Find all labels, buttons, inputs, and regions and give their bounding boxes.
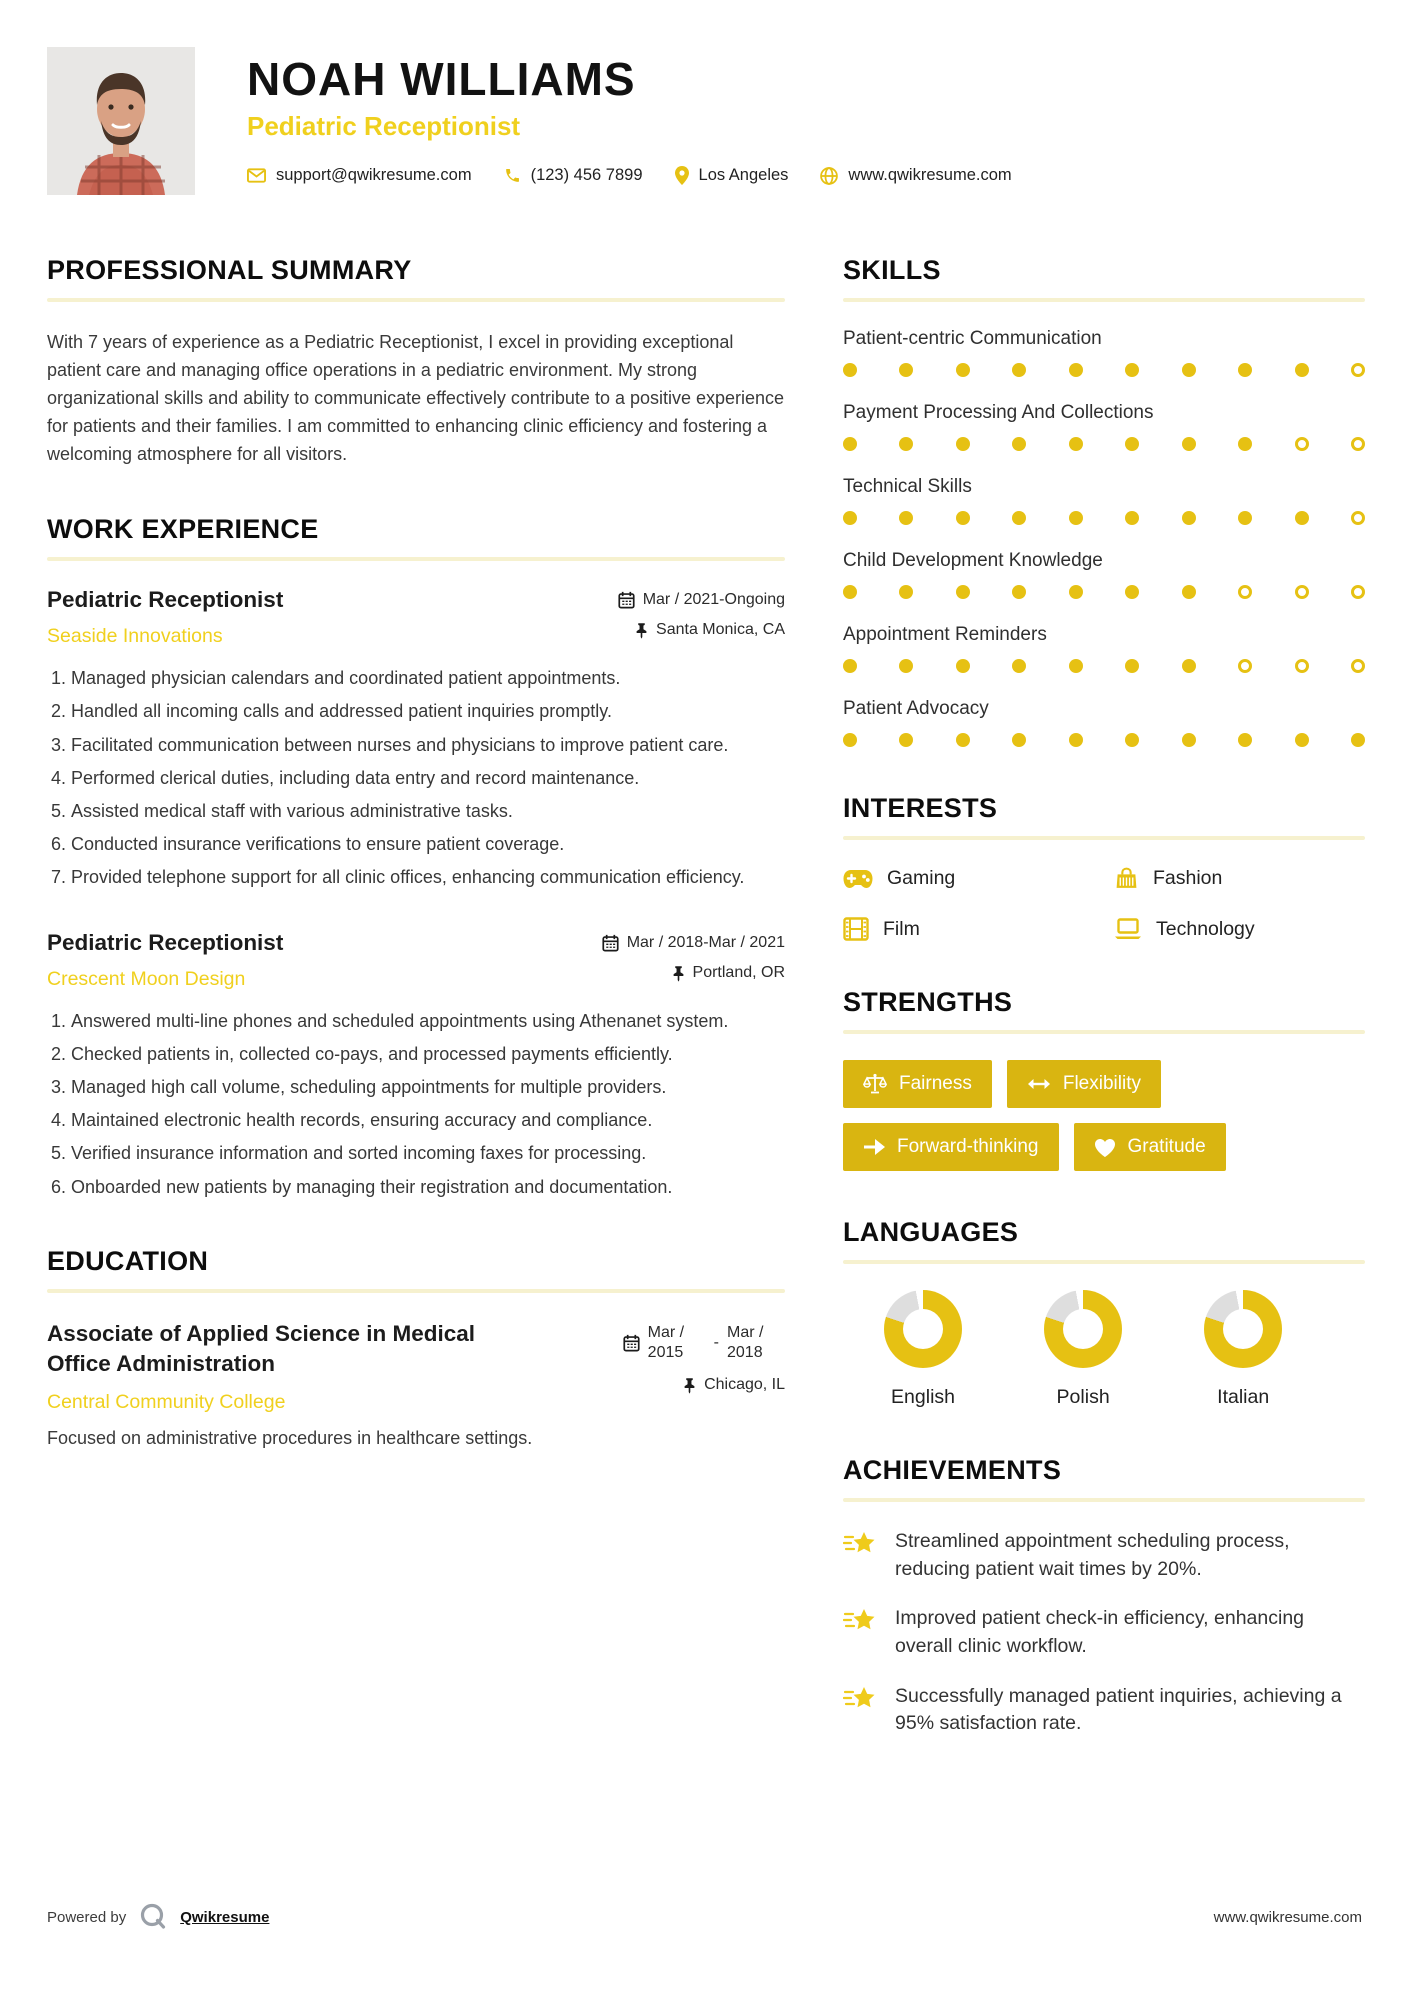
location-pin-icon [675,166,689,185]
email-text: support@qwikresume.com [276,166,472,185]
skill-dot [843,437,857,451]
section-interests [843,793,1365,941]
job-entry [47,587,785,890]
education-dates [623,1323,785,1365]
skill-item [843,328,1365,377]
skill-dot [843,511,857,525]
left-right-arrow-icon [1027,1077,1051,1091]
section-divider [47,557,785,561]
website-link[interactable] [820,166,1011,185]
skill-dot [899,733,913,747]
calendar-icon [623,1334,640,1352]
strength-label: Fairness [899,1073,972,1094]
job-header [47,930,785,994]
skill-dot [1069,585,1083,599]
interest-item [1114,866,1365,891]
skill-dot [956,733,970,747]
language-donut-chart [1204,1290,1282,1368]
pushpin-icon [635,622,648,639]
phone-icon [504,167,521,184]
skill-dot [1069,659,1083,673]
skill-dot [1069,733,1083,747]
skill-dot [1182,733,1196,747]
job-bullet: 1. Answered multi-line phones and scheduled appointments using Athenanet system. [71,1008,785,1034]
job-dates-text: Mar / 2018-Mar / 2021 [626,934,785,952]
education-date-end: Mar / 2018 [727,1323,764,1362]
skill-dot [1295,511,1309,525]
job-bullet: 1. Managed physician calendars and coordinated patient appointments. [71,665,785,691]
skill-dot [1295,585,1309,599]
skill-item [843,624,1365,673]
skill-name: Patient-centric Communication [843,328,1102,349]
skill-item [843,550,1365,599]
section-divider [47,298,785,302]
skill-dot [1238,437,1252,451]
skill-dot [1238,511,1252,525]
education-meta [623,1319,785,1407]
skill-dot [1125,659,1139,673]
skill-name: Patient Advocacy [843,698,989,719]
website-text: www.qwikresume.com [848,166,1012,185]
gamepad-icon [843,869,873,889]
section-divider [843,298,1365,302]
strength-badges [843,1060,1365,1171]
job-bullet: 4. Maintained electronic health records, ensuring accuracy and compliance. [71,1107,785,1133]
job-title-block [47,930,283,991]
calendar-icon [618,591,635,609]
skill-name: Payment Processing And Collections [843,402,1154,423]
identity-block [247,47,1012,195]
job-bullets [71,1008,785,1200]
section-professional-summary [47,255,785,468]
profile-photo-illustration [47,47,195,195]
strengths-heading: STRENGTHS [843,987,1013,1017]
school-name: Central Community College [47,1391,286,1414]
skill-name: Appointment Reminders [843,624,1047,645]
interest-label: Gaming [887,867,956,889]
handbag-icon [1114,866,1139,891]
skill-dot [1238,585,1252,599]
skill-item [843,698,1365,747]
language-label: English [891,1386,956,1408]
scales-icon [863,1073,887,1095]
skill-dot [1182,437,1196,451]
phone-item [504,166,643,185]
job-company: Seaside Innovations [47,625,223,648]
skill-dot [1351,733,1365,747]
skill-dot [1069,363,1083,377]
main-content [47,255,1365,1784]
skill-dot [956,437,970,451]
qwikresume-logo [138,1902,168,1932]
skill-dot [1238,363,1252,377]
footer-website-link[interactable]: www.qwikresume.com [1213,1908,1362,1926]
job-bullet: 3. Facilitated communication between nurses and physicians to improve patient care. [71,732,785,758]
shooting-star-icon [843,1607,879,1639]
pushpin-icon [672,965,685,982]
strength-badge [843,1060,992,1108]
section-strengths [843,987,1365,1171]
skill-dot [1012,585,1026,599]
strength-badge [843,1123,1059,1171]
right-column [843,255,1365,1784]
interest-item [843,917,1094,941]
skill-dot [1069,511,1083,525]
achievement-text: Improved patient check-in efficiency, enhancing overall clinic workflow. [895,1607,1305,1658]
skill-name: Child Development Knowledge [843,550,1103,571]
skill-rating [843,363,1365,377]
skill-dot [1012,363,1026,377]
skill-rating [843,437,1365,451]
skill-dot [899,659,913,673]
section-education [47,1246,785,1450]
strength-badge [1074,1123,1226,1171]
education-description: Focused on administrative procedures in healthcare settings. [47,1428,533,1449]
language-item [1163,1290,1323,1409]
skill-dot [1012,659,1026,673]
job-bullet: 6. Conducted insurance verifications to ensure patient coverage. [71,831,785,857]
language-item [1003,1290,1163,1409]
education-title-block [47,1319,477,1415]
skill-dot [843,585,857,599]
summary-heading: PROFESSIONAL SUMMARY [47,255,412,285]
job-title-block [47,587,283,648]
skill-dot [956,511,970,525]
shooting-star-icon [843,1530,879,1562]
skill-dot [1182,511,1196,525]
job-bullet: 3. Managed high call volume, scheduling appointments for multiple providers. [71,1074,785,1100]
skill-dot [899,437,913,451]
skill-dot [1012,511,1026,525]
skill-dot [1182,363,1196,377]
skill-rating [843,511,1365,525]
skill-dot [1012,733,1026,747]
skill-dot [1069,437,1083,451]
language-item [843,1290,1003,1409]
experience-heading: WORK EXPERIENCE [47,514,319,545]
strength-badge [1007,1060,1161,1108]
achievement-item [843,1605,1365,1660]
job-company: Crescent Moon Design [47,968,246,991]
skill-dot [1012,437,1026,451]
job-location [602,964,785,982]
job-location [618,621,785,639]
location-text: Los Angeles [698,166,789,185]
job-bullet: 6. Onboarded new patients by managing their registration and documentation. [71,1174,785,1200]
job-bullets [71,665,785,890]
skill-dot [899,511,913,525]
achievements-heading: ACHIEVEMENTS [843,1455,1062,1485]
skill-dot [1295,733,1309,747]
job-dates-text: Mar / 2021-Ongoing [642,591,785,609]
skill-dot [899,363,913,377]
interest-item [843,866,1094,891]
interest-label: Technology [1156,917,1255,940]
film-icon [843,917,869,941]
skill-dot [956,363,970,377]
powered-by-text: Powered by [47,1908,127,1926]
job-header [47,587,785,651]
skill-dot [1351,659,1365,673]
skill-dot [1351,585,1365,599]
job-bullet: 7. Provided telephone support for all clinic offices, enhancing communication efficiency. [71,864,785,890]
skill-dot [1351,363,1365,377]
footer-brand-group [47,1902,269,1932]
achievement-text: Streamlined appointment scheduling process, reducing patient wait times by 20%. [895,1530,1290,1580]
job-location-text: Santa Monica, CA [656,621,785,639]
achievement-item [843,1683,1365,1738]
interests-grid [843,866,1365,941]
job-location-text: Portland, OR [692,964,785,982]
skill-dot [956,585,970,599]
job-bullet: 5. Assisted medical staff with various administrative tasks. [71,798,785,824]
job-dates [602,934,785,952]
job-title: Pediatric Receptionist [47,587,284,613]
education-location-text: Chicago, IL [704,1376,785,1394]
job-bullet: 2. Checked patients in, collected co-pays, and processed payments efficiently. [71,1041,785,1067]
language-label: Polish [1056,1386,1110,1408]
email-link[interactable] [247,166,472,185]
summary-text: With 7 years of experience as a Pediatric Receptionist, I excel in providing exceptional patient care and managing office operations in a pediatric environment. My strong organizational skills and ability to communicate effectively contribute to a positive experience for patients and their families. I am committed to enhancing clinic efficiency and fostering a welcoming atmosphere for all visitors. [47,332,785,465]
skill-dot [1125,733,1139,747]
calendar-icon [602,934,619,952]
achievement-item [843,1528,1365,1583]
section-skills [843,255,1365,747]
language-donut-chart [1044,1290,1122,1368]
section-divider [843,836,1365,840]
strength-label: Flexibility [1062,1073,1141,1094]
job-dates [618,591,785,609]
section-divider [47,1289,785,1293]
person-title: Pediatric Receptionist [247,111,521,142]
skill-dot [899,585,913,599]
left-column [47,255,785,1784]
job-bullet: 5. Verified insurance information and sorted incoming faxes for processing. [71,1140,785,1166]
languages-row [843,1290,1323,1409]
education-header [47,1319,785,1415]
footer [47,1902,1362,1932]
job-entry [47,930,785,1200]
skill-dot [1125,437,1139,451]
job-bullet: 2. Handled all incoming calls and addressed patient inquiries promptly. [71,698,785,724]
skill-rating [843,659,1365,673]
skill-item [843,476,1365,525]
strength-label: Gratitude [1127,1136,1206,1157]
section-languages [843,1217,1365,1409]
person-name: NOAH WILLIAMS [247,53,636,105]
section-divider [843,1030,1365,1034]
skill-dot [1351,437,1365,451]
profile-photo [47,47,195,195]
skill-dot [1182,659,1196,673]
interests-heading: INTERESTS [843,793,998,823]
skill-dot [1182,585,1196,599]
section-divider [843,1498,1365,1502]
interest-label: Film [883,917,920,940]
skill-dot [1351,511,1365,525]
job-meta [618,587,785,651]
skill-name: Technical Skills [843,476,972,497]
shooting-star-icon [843,1685,879,1717]
job-bullet: 4. Performed clerical duties, including data entry and record maintenance. [71,765,785,791]
contact-row [247,166,1012,185]
header [47,47,1365,195]
skill-rating [843,733,1365,747]
interest-item [1114,917,1365,941]
qwikresume-link[interactable]: Qwikresume [180,1908,270,1926]
strength-label: Forward-thinking [897,1136,1039,1157]
skill-dot [1238,733,1252,747]
job-title: Pediatric Receptionist [47,930,284,956]
languages-heading: LANGUAGES [843,1217,1019,1247]
education-date-start: Mar / 2015 [647,1323,685,1362]
degree-title: Associate of Applied Science in Medical Office Administration [47,1320,476,1376]
skill-dot [1125,363,1139,377]
mail-icon [247,168,266,183]
phone-text: (123) 456 7899 [530,166,643,185]
section-work-experience [47,514,785,1199]
location-item [675,166,789,185]
skill-dot [843,733,857,747]
language-label: Italian [1217,1386,1270,1408]
education-heading: EDUCATION [47,1245,209,1276]
skill-dot [956,659,970,673]
heart-icon [1094,1138,1116,1157]
skill-item [843,402,1365,451]
language-donut-chart [884,1290,962,1368]
skills-heading: SKILLS [843,255,941,285]
skill-dot [1125,511,1139,525]
right-arrow-icon [863,1139,885,1155]
interest-label: Fashion [1153,867,1223,889]
skill-dot [843,363,857,377]
pushpin-icon [683,1377,696,1394]
skill-rating [843,585,1365,599]
globe-icon [820,167,838,185]
skill-dot [1125,585,1139,599]
skill-dot [1295,437,1309,451]
job-meta [602,930,785,994]
skill-dot [1238,659,1252,673]
education-date-separator: - [713,1334,719,1352]
education-location [623,1376,785,1394]
skill-dot [1295,363,1309,377]
laptop-icon [1114,918,1142,940]
section-achievements [843,1455,1365,1738]
skill-dot [1295,659,1309,673]
section-divider [843,1260,1365,1264]
skill-dot [843,659,857,673]
achievement-text: Successfully managed patient inquiries, achieving a 95% satisfaction rate. [895,1684,1342,1735]
